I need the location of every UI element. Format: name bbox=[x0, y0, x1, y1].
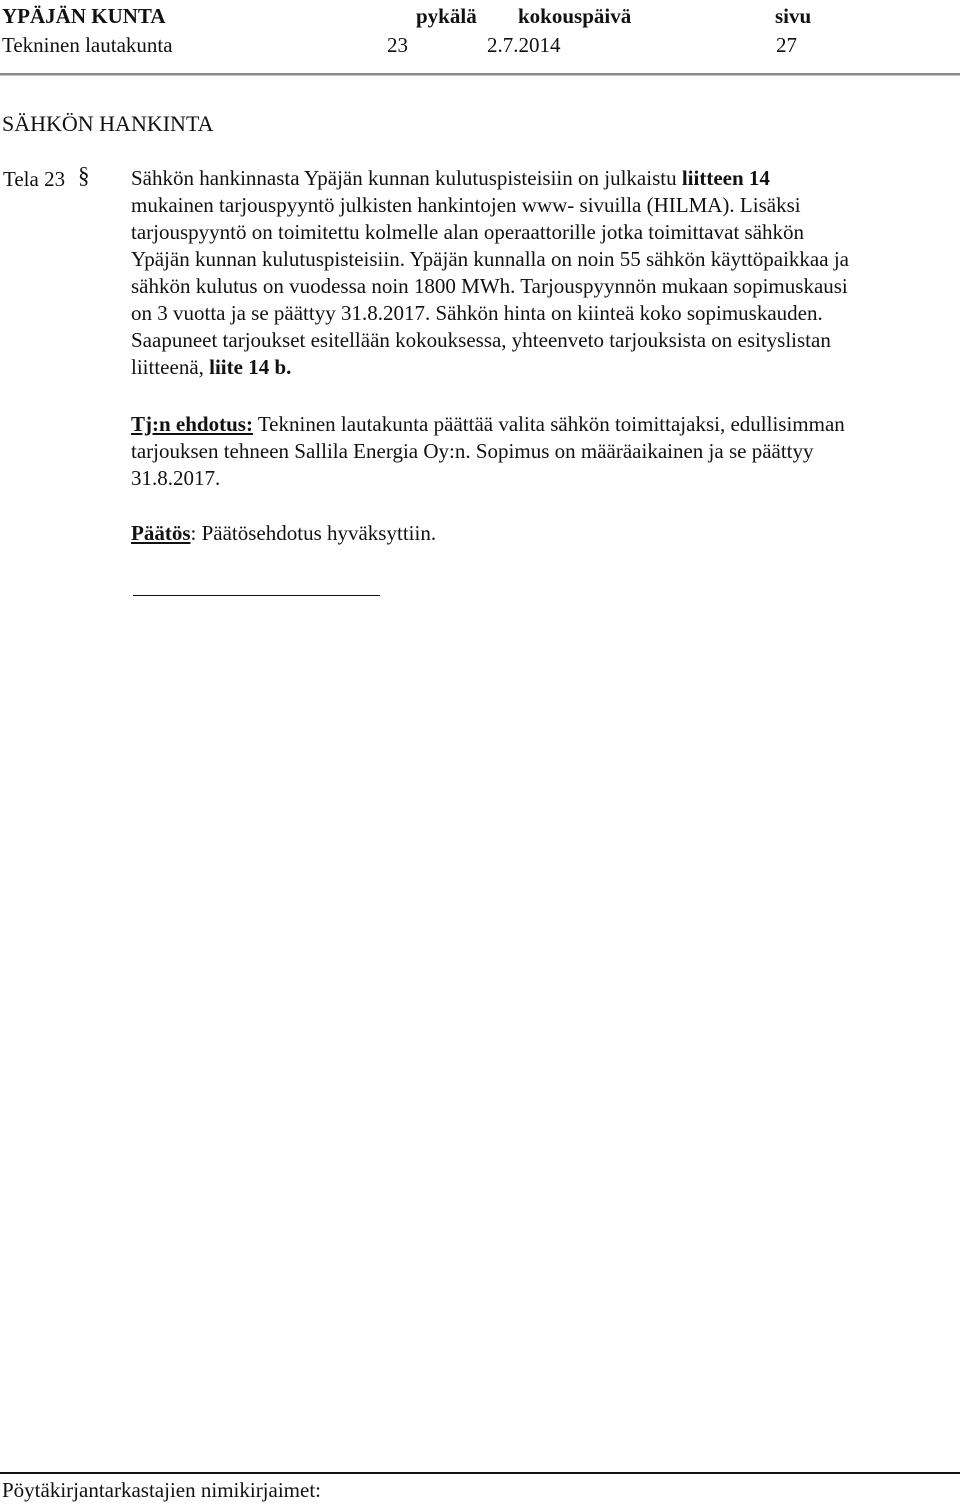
proposal-line bbox=[131, 411, 953, 438]
proposal-label: Tj:n ehdotus: bbox=[131, 412, 253, 436]
col-header-kokouspaiva: kokouspäivä bbox=[518, 4, 632, 28]
col-header-pykala: pykälä bbox=[416, 4, 477, 28]
paragraph-label: Tela 23 bbox=[3, 167, 66, 191]
kokouspaiva-value: 2.7.2014 bbox=[487, 33, 561, 57]
body-line: sähkön kulutus on vuodessa noin 1800 MWh. Tarjouspyynnön mukaan sopimuskausi bbox=[131, 274, 848, 298]
attachment-ref: liite 14 b. bbox=[209, 355, 292, 379]
end-rule bbox=[133, 595, 380, 596]
proposal-line: tarjouksen tehneen Sallila Energia Oy:n. Sopimus on määräaikainen ja se päättyy bbox=[131, 439, 814, 463]
body-line: Ypäjän kunnan kulutuspisteisiin. Ypäjän kunnalla on noin 55 sähkön käyttöpaikkaa ja bbox=[131, 247, 849, 271]
body-text: liitteenä, bbox=[131, 355, 210, 379]
pykala-value: 23 bbox=[387, 33, 408, 57]
proposal-text: Tekninen lautakunta päättää valita sähkön toimittajaksi, edullisimman bbox=[252, 412, 845, 436]
footer-divider bbox=[0, 1472, 960, 1474]
section-title: SÄHKÖN HANKINTA bbox=[2, 111, 214, 136]
sivu-value: 27 bbox=[776, 33, 797, 57]
body-line: mukainen tarjouspyyntö julkisten hankintojen www- sivuilla (HILMA). Lisäksi bbox=[131, 193, 801, 217]
attachment-ref: liitteen 14 bbox=[681, 166, 770, 190]
section-symbol: § bbox=[78, 163, 90, 188]
body-text: Sähkön hankinnasta Ypäjän kunnan kulutuspisteisiin on julkaistu bbox=[131, 166, 682, 190]
decision-line bbox=[131, 520, 953, 547]
body-paragraph bbox=[131, 165, 953, 381]
header-divider bbox=[0, 73, 960, 76]
body-line bbox=[131, 354, 953, 381]
decision-paragraph bbox=[131, 520, 953, 547]
org-name: YPÄJÄN KUNTA bbox=[2, 4, 166, 28]
body-line: tarjouspyyntö on toimitettu kolmelle alan operaattorille jotka toimittavat sähkön bbox=[131, 220, 805, 244]
decision-text: : Päätösehdotus hyväksyttiin. bbox=[190, 521, 437, 545]
footer-initials-label: Pöytäkirjantarkastajien nimikirjaimet: bbox=[2, 1478, 321, 1502]
body-line: Saapuneet tarjoukset esitellään kokouksessa, yhteenveto tarjouksista on esityslistan bbox=[131, 328, 831, 352]
proposal-line: 31.8.2017. bbox=[131, 466, 221, 490]
col-header-sivu: sivu bbox=[775, 4, 812, 28]
proposal-paragraph bbox=[131, 411, 953, 492]
decision-label: Päätös bbox=[131, 521, 191, 545]
body-line bbox=[131, 165, 953, 192]
body-line: on 3 vuotta ja se päättyy 31.8.2017. Sähkön hinta on kiinteä koko sopimuskauden. bbox=[131, 301, 823, 325]
committee-name: Tekninen lautakunta bbox=[2, 33, 173, 57]
